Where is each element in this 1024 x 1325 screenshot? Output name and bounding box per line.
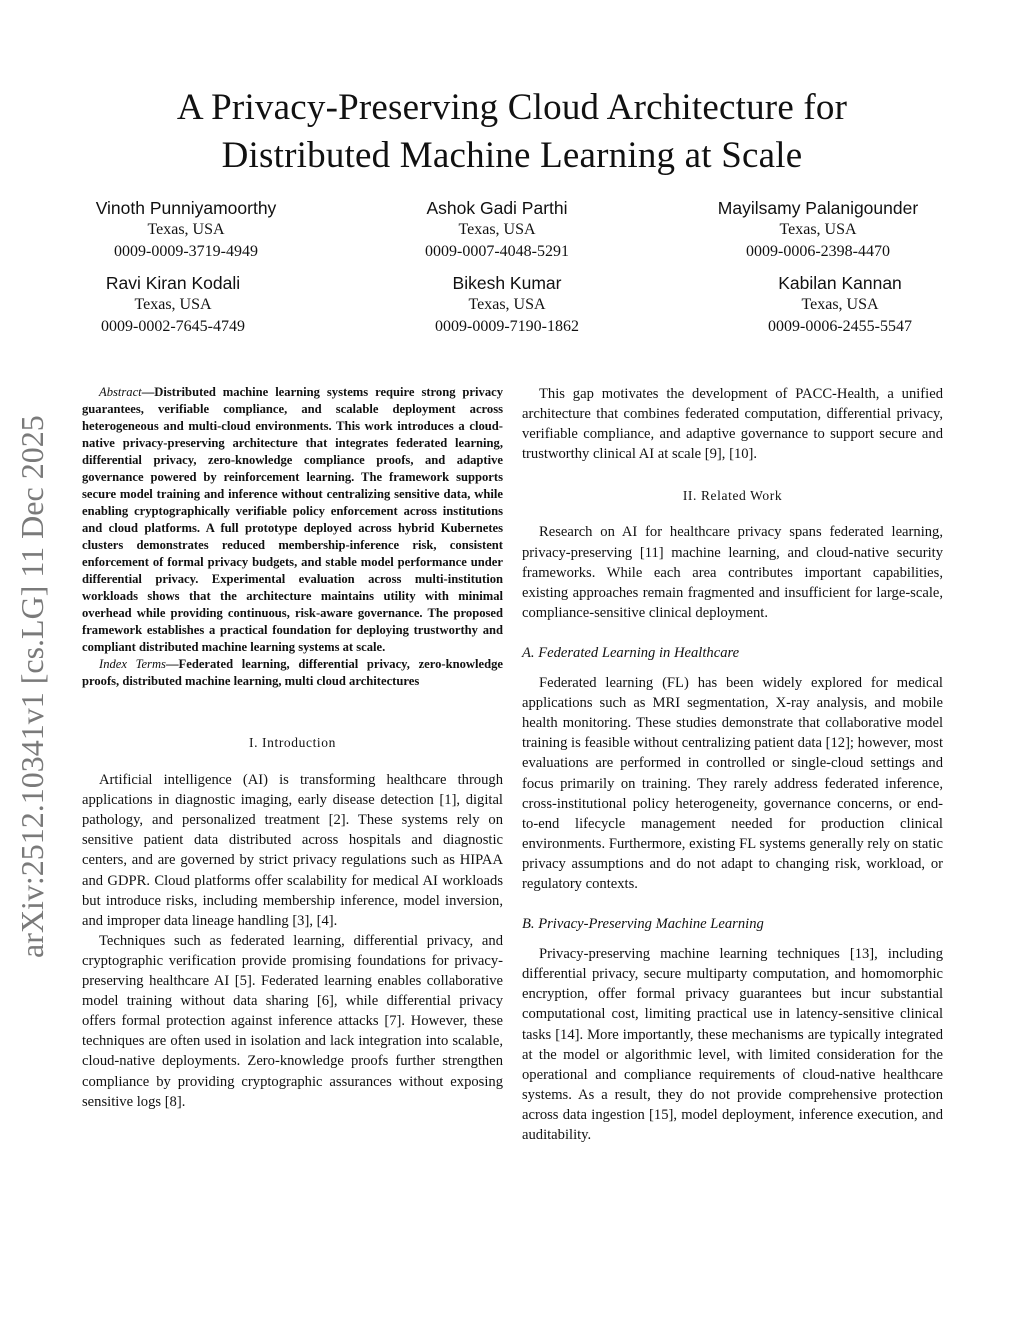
author-orcid: 0009-0002-7645-4749 bbox=[101, 318, 245, 335]
author-orcid: 0009-0006-2455-5547 bbox=[768, 318, 912, 335]
author-location: Texas, USA bbox=[134, 296, 212, 313]
paper-title-line-1: A Privacy-Preserving Cloud Architecture for bbox=[176, 87, 848, 128]
author-location: Texas, USA bbox=[779, 221, 857, 238]
author-location: Texas, USA bbox=[468, 296, 546, 313]
author-block bbox=[357, 272, 657, 338]
paper-title bbox=[110, 84, 914, 180]
index-terms-label: Index Terms bbox=[99, 657, 166, 671]
paragraph: Research on AI for healthcare privacy spans federated learning, privacy-preserving [11] machine learning, and cloud-native security frameworks. While each area contributes important capabilities, existing approaches remain fragmented and insufficient for large-scale, compliance-sensitive clinical deployment. bbox=[522, 524, 943, 621]
abstract bbox=[82, 384, 503, 656]
author-block bbox=[690, 272, 990, 338]
author-name: Ravi Kiran Kodali bbox=[105, 273, 241, 293]
subsection-heading-privacy-preserving-ml: B. Privacy-Preserving Machine Learning bbox=[522, 916, 764, 933]
paragraph: This gap motivates the development of PACC-Health, a unified architecture that combines federated computation, differential privacy, verifiable compliance, and adaptive governance to support secure and trustworthy clinical AI at scale [9], [10]. bbox=[522, 386, 943, 463]
right-column bbox=[522, 384, 943, 1145]
author-location: Texas, USA bbox=[147, 221, 225, 238]
index-terms bbox=[82, 656, 503, 690]
author-orcid: 0009-0007-4048-5291 bbox=[425, 243, 569, 260]
author-orcid: 0009-0009-3719-4949 bbox=[114, 243, 258, 260]
subsection-heading-federated-learning: A. Federated Learning in Healthcare bbox=[522, 644, 740, 661]
left-column bbox=[82, 384, 503, 1112]
author-name: Bikesh Kumar bbox=[452, 273, 562, 293]
author-orcid: 0009-0006-2398-4470 bbox=[746, 243, 890, 260]
paragraph: Privacy-preserving machine learning techniques [13], including differential privacy, secure multiparty computation, and homomorphic encryption, offer formal privacy guarantees but incur substantial computational cost, limiting practical use in latency-sensitive clinical tasks [14]. More importantly, these mechanisms are typically integrated at the model or algorithmic level, with limited consideration for the operational and compliance requirements of cloud-native healthcare systems. As a result, they do not provide comprehensive protection across data ingestion [15], model deployment, inference execution, and auditability. bbox=[522, 946, 943, 1143]
paragraph: Artificial intelligence (AI) is transforming healthcare through applications in diagnostic imaging, early disease detection [1], digital pathology, and personalized treatment [2]. These systems rely on sensitive patient data distributed across hospitals and diagnostic centers, and are governed by strict privacy regulations such as HIPAA and GDPR. Cloud platforms offer scalability for medical AI workloads but introduce risks, including membership inference, model inversion, and improper data lineage handling [3], [4]. bbox=[82, 772, 503, 929]
section-heading-related-work: II. Related Work bbox=[682, 488, 783, 504]
author-name: Ashok Gadi Parthi bbox=[426, 198, 568, 218]
paper-title-line-2: Distributed Machine Learning at Scale bbox=[221, 135, 803, 176]
paragraph: Techniques such as federated learning, differential privacy, and cryptographic verification provide promising foundations for privacy-preserving healthcare AI [5]. Federated learning enables collaborative model training without data sharing [6], while differential privacy offers formal protection against inference attacks [7]. However, these techniques are often used in isolation and lack integration into scalable, cloud-native deployments. Zero-knowledge proofs further strengthen compliance by providing cryptographic assurances without exposing sensitive logs [8]. bbox=[82, 932, 503, 1110]
abstract-text: —Distributed machine learning systems require strong privacy guarantees, verifiable compliance, and scalable deployment across heterogeneous and multi-cloud environments. This work introduces a cloud-native privacy-preserving architecture that integrates federated learning, differential privacy, zero-knowledge compliance proofs, and adaptive governance powered by reinforcement learning. The framework supports secure model training and inference without centralizing sensitive data, while enabling cryptographically verifiable policy enforcement across institutions and cloud platforms. A full prototype deployed across hybrid Kubernetes clusters demonstrates reduced membership-inference risk, consistent enforcement of formal privacy budgets, and stable model performance under differential privacy. Experimental evaluation across multi-institution workloads shows that the architecture maintains utility with minimal overhead while providing continuous, risk-aware governance. The proposed framework establishes a practical foundation for deploying trustworthy and compliant distributed machine learning systems at scale. bbox=[82, 385, 503, 654]
arxiv-identifier-stamp: arXiv:2512.10341v1 [cs.LG] 11 Dec 2025 bbox=[14, 415, 50, 958]
author-block bbox=[668, 197, 968, 263]
author-orcid: 0009-0009-7190-1862 bbox=[435, 318, 579, 335]
author-block bbox=[36, 197, 336, 263]
author-block bbox=[347, 197, 647, 263]
author-location: Texas, USA bbox=[801, 296, 879, 313]
section-heading-introduction: I. Introduction bbox=[249, 735, 336, 750]
author-block bbox=[23, 272, 323, 338]
abstract-label: Abstract bbox=[99, 385, 142, 399]
author-name: Kabilan Kannan bbox=[778, 273, 902, 293]
paragraph: Federated learning (FL) has been widely explored for medical applications such as MRI segmentation, X-ray analysis, and mobile health monitoring. These studies demonstrate that collaborative model training is feasible without centralizing patient data [12]; however, most evaluations are performed in controlled or single-cloud settings and focus primarily on training. They rarely address federated inference, cross-institutional policy heterogeneity, governance concerns, or end-to-end lifecycle management needed for production clinical environments. Furthermore, existing FL systems generally rely on static privacy assumptions and do not adapt to changing risk, workload, or regulatory contexts. bbox=[522, 675, 943, 892]
index-terms-text: —Federated learning, differential privacy, zero-knowledge proofs, distributed machine learning, multi cloud architectures bbox=[82, 657, 503, 688]
author-name: Vinoth Punniyamoorthy bbox=[95, 198, 277, 218]
author-name: Mayilsamy Palanigounder bbox=[717, 198, 919, 218]
author-location: Texas, USA bbox=[458, 221, 536, 238]
